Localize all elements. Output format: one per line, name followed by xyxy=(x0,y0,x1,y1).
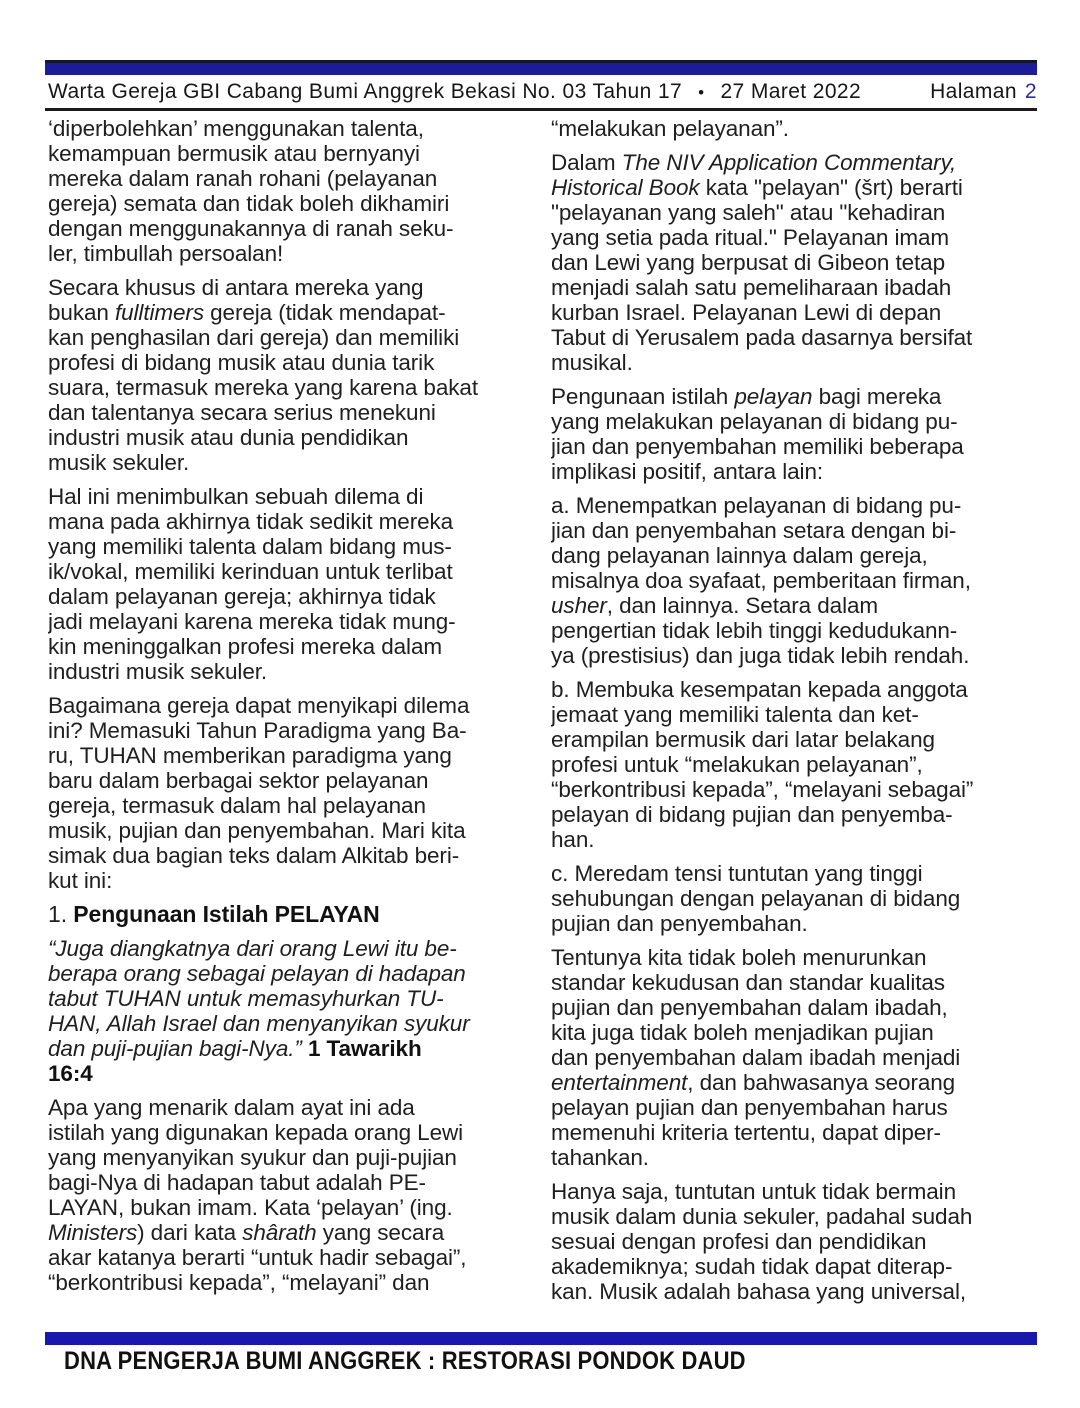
paragraph: Apa yang menarik dalam ayat ini ada istilah yang digunakan kepada orang Lewi yang menyanyikan syukur dan puji-pujian bagi-Nya di hadapan tabut adalah PE- LAYAN, bukan imam. Kata ‘pelayan’ (ing. Ministers) dari kata shârath yang secara akar katanya berarti “untuk hadir sebagai”, “berkontribusi kepada”, “melayani” dan xyxy=(48,1095,467,1295)
paragraph: “Juga diangkatnya dari orang Lewi itu be- berapa orang sebagai pelayan di hadapan tabut TUHAN untuk memasyhurkan TU- HAN, Allah Israel dan menyanyikan syukur dan puji-pujian bagi-Nya.” 1 Tawarikh 16:4 xyxy=(48,936,470,1086)
page-header xyxy=(48,80,1037,104)
paragraph: “melakukan pelayanan”. xyxy=(551,116,789,141)
section-heading: 1. Pengunaan Istilah PELAYAN xyxy=(48,901,380,927)
article-body xyxy=(48,116,1038,1313)
footer-tagline: DNA PENGERJA BUMI ANGGREK : RESTORASI PONDOK DAUD xyxy=(64,1347,746,1375)
paragraph: c. Meredam tensi tuntutan yang tinggi sehubungan dengan pelayanan di bidang pujian dan penyembahan. xyxy=(551,861,961,936)
newsletter-title: Warta Gereja GBI Cabang Bumi Anggrek Bekasi No. 03 Tahun 17 xyxy=(48,80,683,103)
paragraph: a. Menempatkan pelayanan di bidang pu- jian dan penyembahan setara dengan bi- dang pelayanan lainnya dalam gereja, misalnya doa syafaat, pemberitaan firman, usher, dan lainnya. Setara dalam pengertian tidak lebih tinggi kedudukann- ya (prestisius) dan juga tidak lebih rendah. xyxy=(551,493,971,668)
paragraph: Dalam The NIV Application Commentary, Historical Book kata "pelayan" (šrt) berarti "pelayanan yang saleh" atau "kehadiran yang setia pada ritual." Pelayanan imam dan Lewi yang berpusat di Gibeon tetap menjadi salah satu pemeliharaan ibadah kurban Israel. Pelayanan Lewi di depan Tabut di Yerusalem pada dasarnya bersifat musikal. xyxy=(551,150,973,375)
paragraph: Hanya saja, tuntutan untuk tidak bermain musik dalam dunia sekuler, padahal sudah sesuai dengan profesi dan pendidikan akademiknya; sudah tidak dapat diterap- kan. Musik adalah bahasa yang universal, xyxy=(551,1179,973,1304)
paragraph: ‘diperbolehkan’ menggunakan talenta, kemampuan bermusik atau bernyanyi mereka dalam ranah rohani (pelayanan gereja) semata dan tidak boleh dikhamiri dengan menggunakannya di ranah seku- ler, timbullah persoalan! xyxy=(48,116,454,266)
page-label: Halaman xyxy=(930,80,1017,103)
paragraph: Pengunaan istilah pelayan bagi mereka yang melakukan pelayanan di bidang pu- jian dan penyembahan memiliki beberapa implikasi positif, antara lain: xyxy=(551,384,964,484)
issue-date: 27 Maret 2022 xyxy=(720,80,862,103)
page-number: 2 xyxy=(1024,80,1037,103)
footer-rule-bar xyxy=(45,1332,1037,1345)
paragraph: Tentunya kita tidak boleh menurunkan standar kekudusan dan standar kualitas pujian dan penyembahan dalam ibadah, kita juga tidak boleh menjadikan pujian dan penyembahan dalam ibadah menjadi entertainment, dan bahwasanya seorang pelayan pujian dan penyembahan harus memenuhi kriteria tertentu, dapat diper- tahankan. xyxy=(551,945,961,1170)
header-rule-bar xyxy=(45,60,1037,75)
paragraph: Bagaimana gereja dapat menyikapi dilema ini? Memasuki Tahun Paradigma yang Ba- ru, TUHAN memberikan paradigma yang baru dalam berbagai sektor pelayanan gereja, termasuk dalam hal pelayanan musik, pujian dan penyembahan. Mari kita simak dua bagian teks dalam Alkitab beri- kut ini: xyxy=(48,693,470,893)
right-column xyxy=(551,116,1038,1313)
paragraph: b. Membuka kesempatan kepada anggota jemaat yang memiliki talenta dan ket- erampilan bermusik dari latar belakang profesi untuk “melakukan pelayanan”, “berkontribusi kepada”, “melayani sebagai” pelayan di bidang pujian dan penyemba- han. xyxy=(551,677,974,852)
left-column xyxy=(48,116,535,1313)
header-divider xyxy=(45,108,1037,111)
paragraph: Hal ini menimbulkan sebuah dilema di mana pada akhirnya tidak sedikit mereka yang memiliki talenta dalam bidang mus- ik/vokal, memiliki kerinduan untuk terlibat dalam pelayanan gereja; akhirnya tidak jadi melayani karena mereka tidak mung- kin meninggalkan profesi mereka dalam industri musik sekuler. xyxy=(48,484,456,684)
paragraph: Secara khusus di antara mereka yang bukan fulltimers gereja (tidak mendapat- kan penghasilan dari gereja) dan memiliki profesi di bidang musik atau dunia tarik suara, termasuk mereka yang karena bakat dan talentanya secara serius menekuni industri musik atau dunia pendidikan musik sekuler. xyxy=(48,275,478,475)
bullet-separator: • xyxy=(698,83,705,102)
